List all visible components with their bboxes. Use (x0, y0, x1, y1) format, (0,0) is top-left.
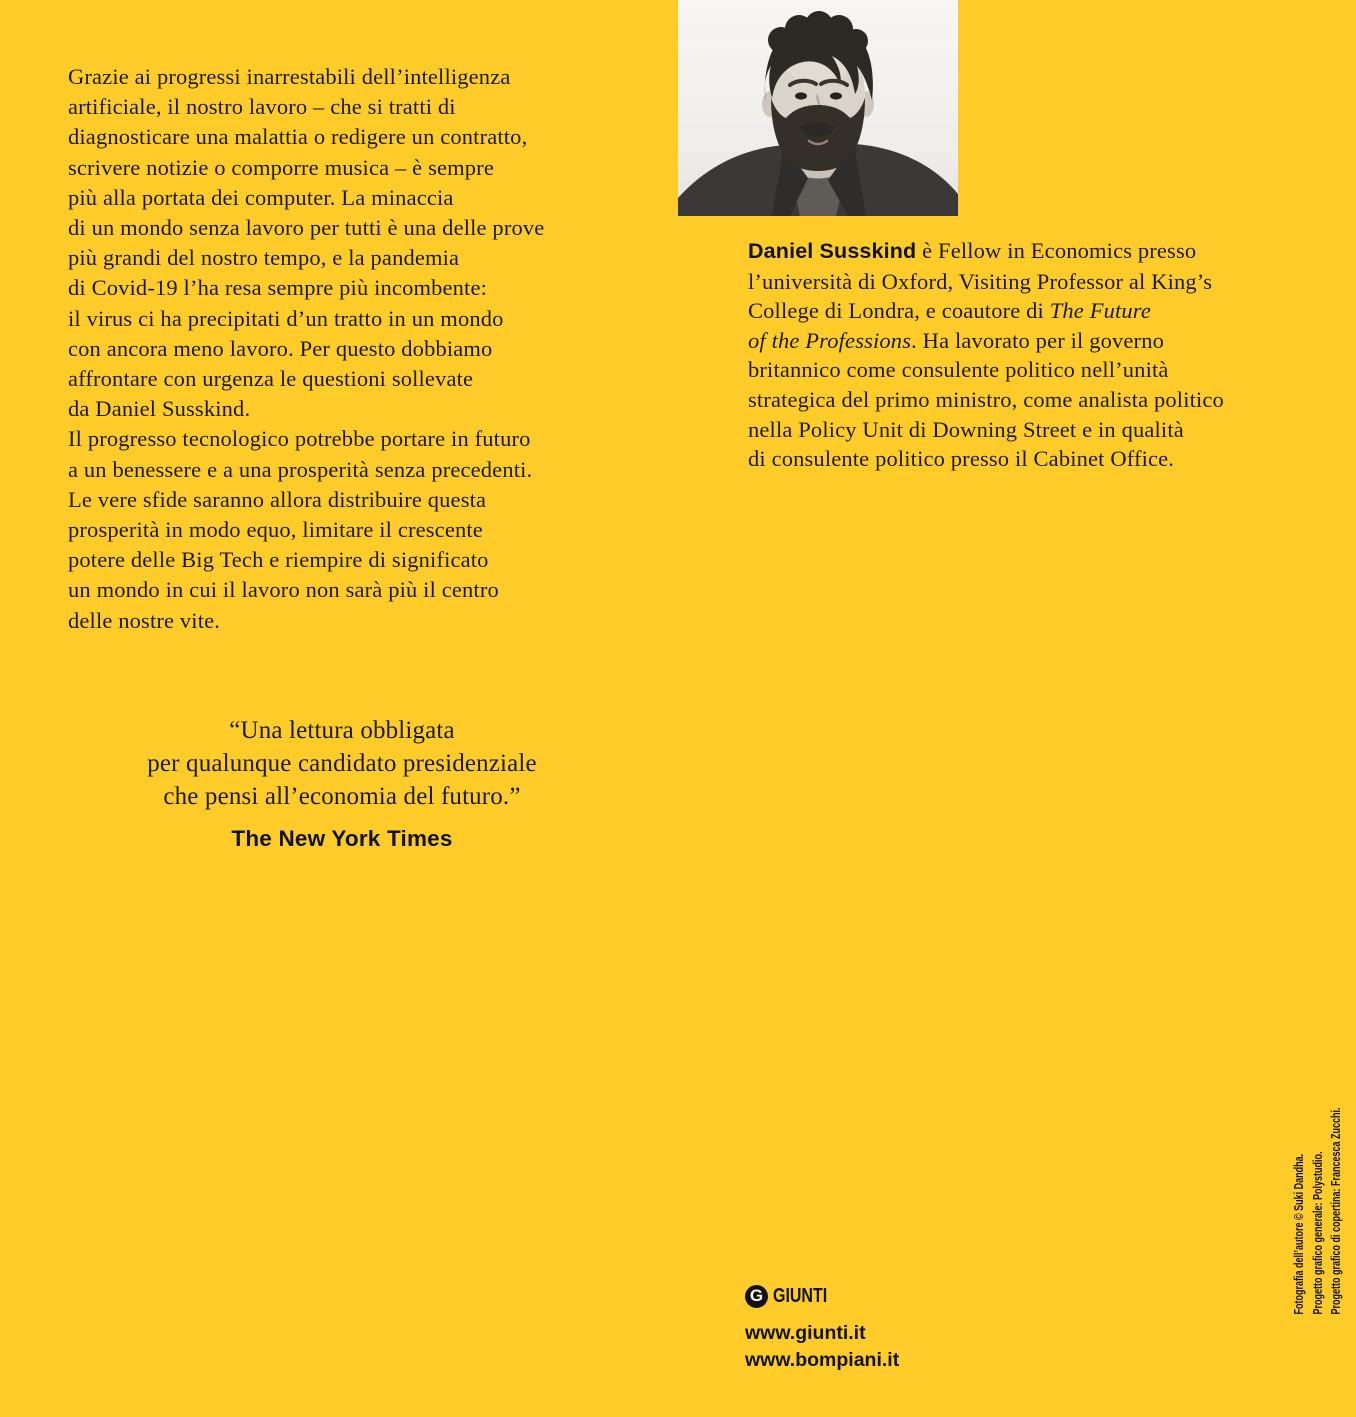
author-photo (678, 0, 958, 216)
text-line: di Covid-19 l’ha resa sempre più incombente: (68, 275, 487, 301)
author-bio (748, 236, 1224, 474)
giunti-logo-icon: G (745, 1285, 768, 1308)
text-line: diagnosticare una malattia o redigere un contratto, (68, 124, 528, 150)
text-line: strategica del primo ministro, come analista politico (748, 386, 1224, 412)
text-line: che pensi all’economia del futuro.” (163, 783, 521, 810)
text-line: delle nostre vite. (68, 607, 221, 633)
text-line: Le vere sfide saranno allora distribuire questa (68, 486, 487, 512)
text-line: per qualunque candidato presidenziale (147, 750, 537, 777)
text-line: più grandi del nostro tempo, e la pandemia (68, 245, 460, 271)
text-line: scrivere notizie o comporre musica – è sempre (68, 154, 494, 180)
quote-attribution: The New York Times (231, 826, 453, 851)
text-line: il virus ci ha precipitati d’un tratto in un mondo (68, 305, 504, 331)
text-line: Progetto grafico di copertina: Francesca Zucchi. (1329, 1107, 1344, 1315)
website-giunti: www.giunti.it (745, 1322, 866, 1344)
press-quote (80, 714, 604, 855)
text-line: a un benessere e a una prosperità senza precedenti. (68, 456, 533, 482)
text-line: Fotografia dell’autore © Suki Dandha. (1292, 1153, 1307, 1315)
quote-lines (80, 714, 604, 813)
text-line: di consulente politico presso il Cabinet Office. (748, 446, 1175, 472)
text-line: Daniel Susskind è Fellow in Economics presso (748, 238, 1197, 263)
text-line: più alla portata dei computer. La minaccia (68, 184, 454, 210)
text-line: Il progresso tecnologico potrebbe portare in futuro (68, 426, 531, 452)
text-line: un mondo in cui il lavoro non sarà più il centro (68, 577, 499, 603)
text-line: l’università di Oxford, Visiting Professor al King’s (748, 268, 1213, 294)
publisher-block (745, 1284, 899, 1374)
website-bompiani: www.bompiani.it (745, 1349, 900, 1371)
text-line: con ancora meno lavoro. Per questo dobbiamo (68, 335, 493, 361)
print-credits (1291, 1107, 1347, 1314)
author-portrait-illustration (678, 0, 958, 216)
text-line: potere delle Big Tech e riempire di significato (68, 547, 489, 573)
giunti-logo-text: GIUNTI (773, 1284, 828, 1307)
giunti-logo (745, 1284, 899, 1308)
text-line: “Una lettura obbligata (229, 717, 455, 744)
text-line: britannico come consulente politico nell’unità (748, 357, 1169, 383)
text-line: nella Policy Unit di Downing Street e in qualità (748, 416, 1184, 442)
text-line: Progetto grafico generale: Polystudio. (1311, 1151, 1325, 1315)
text-line: College di Londra, e coautore di The Future (748, 298, 1152, 324)
text-line: Grazie ai progressi inarrestabili dell’intelligenza (68, 64, 511, 89)
publisher-websites (745, 1320, 899, 1374)
text-line: di un mondo senza lavoro per tutti è una delle prove (68, 215, 545, 241)
text-line: artificiale, il nostro lavoro – che si tratti di (68, 94, 456, 120)
text-line: affrontare con urgenza le questioni sollevate (68, 366, 474, 392)
book-description (68, 62, 544, 636)
text-line: da Daniel Susskind. (68, 396, 251, 422)
text-line: prosperità in modo equo, limitare il crescente (68, 517, 483, 543)
text-line: of the Professions. Ha lavorato per il governo (748, 327, 1164, 353)
